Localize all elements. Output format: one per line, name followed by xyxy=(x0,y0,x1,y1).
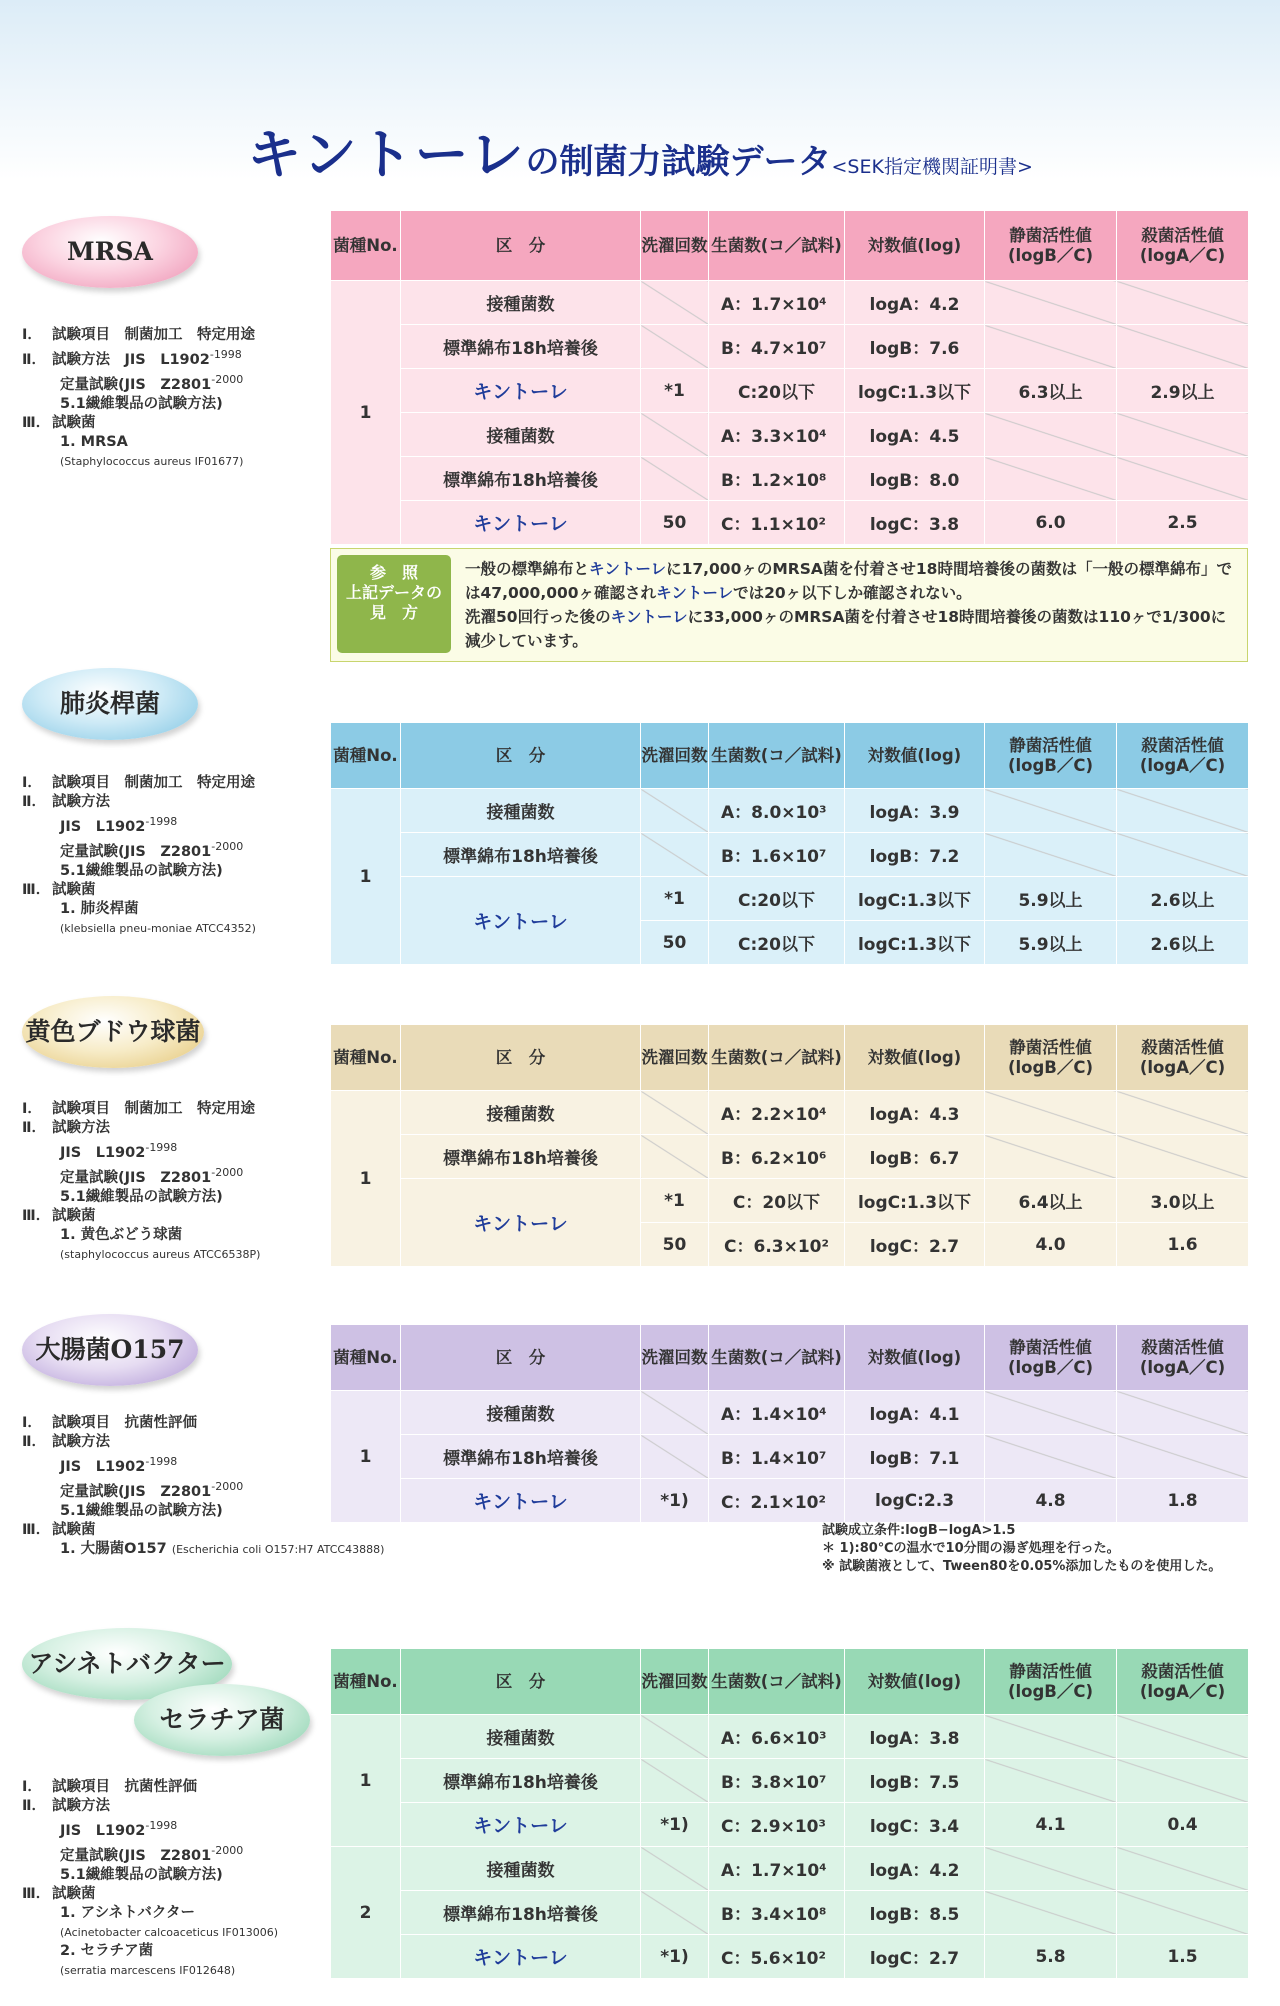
header-cell: 静菌活性値(logB／C) xyxy=(985,723,1117,789)
table-cell: logB：7.5 xyxy=(845,1759,985,1803)
header-cell: 静菌活性値(logB／C) xyxy=(985,1649,1117,1715)
header-cell: 殺菌活性値(logA／C) xyxy=(1117,723,1249,789)
table-cell xyxy=(641,1715,709,1759)
brand-name: キントーレ xyxy=(247,123,526,186)
table-cell: C：5.6×10² xyxy=(709,1935,845,1979)
table-cell xyxy=(1117,1091,1249,1135)
table-cell: logB：8.5 xyxy=(845,1891,985,1935)
table-cell: C：2.9×10³ xyxy=(709,1803,845,1847)
table-cell: 50 xyxy=(641,501,709,545)
table-cell: 2.6以上 xyxy=(1117,877,1249,921)
table-cell: 1 xyxy=(331,789,401,965)
table-cell: B：1.4×10⁷ xyxy=(709,1435,845,1479)
table-cell: 2 xyxy=(331,1847,401,1979)
table-cell: 1.6 xyxy=(1117,1223,1249,1267)
table-cell: C：2.1×10² xyxy=(709,1479,845,1523)
table-row xyxy=(331,1479,1249,1523)
table-cell: 1 xyxy=(331,1091,401,1267)
table-cell: A：1.7×10⁴ xyxy=(709,1847,845,1891)
table-cell xyxy=(1117,457,1249,501)
ecoli-table xyxy=(330,1324,1249,1523)
table-cell: 2.9以上 xyxy=(1117,369,1249,413)
table-cell: 1 xyxy=(331,1715,401,1847)
table-cell: *1 xyxy=(641,369,709,413)
acinetobacter-table xyxy=(330,1648,1249,1979)
table-cell xyxy=(985,1091,1117,1135)
table-cell xyxy=(985,413,1117,457)
table-cell: A：1.7×10⁴ xyxy=(709,281,845,325)
header-cell: 区 分 xyxy=(401,1649,641,1715)
table-cell: 接種菌数 xyxy=(401,789,641,833)
table-cell xyxy=(1117,1759,1249,1803)
header-cell: 菌種No. xyxy=(331,723,401,789)
table-cell: logB：7.2 xyxy=(845,833,985,877)
table-cell xyxy=(1117,281,1249,325)
table-cell xyxy=(985,789,1117,833)
table-cell xyxy=(641,413,709,457)
table-cell: B：1.2×10⁸ xyxy=(709,457,845,501)
table-cell: B：1.6×10⁷ xyxy=(709,833,845,877)
table-cell: C:20以下 xyxy=(709,921,845,965)
table-cell: logC:1.3以下 xyxy=(845,1179,985,1223)
pneumonia-badge: 肺炎桿菌 xyxy=(22,668,198,740)
table-cell: キントーレ xyxy=(401,1179,641,1267)
table-cell: 2.6以上 xyxy=(1117,921,1249,965)
header-cell: 菌種No. xyxy=(331,1649,401,1715)
header-cell: 洗濯回数 xyxy=(641,1325,709,1391)
header-cell: 静菌活性値(logB／C) xyxy=(985,1025,1117,1091)
table-cell: logC:1.3以下 xyxy=(845,369,985,413)
table-row xyxy=(331,1715,1249,1759)
table-cell xyxy=(1117,833,1249,877)
header-cell: 洗濯回数 xyxy=(641,1025,709,1091)
table-cell: logB：6.7 xyxy=(845,1135,985,1179)
table-header xyxy=(331,1025,1249,1091)
table-cell: キントーレ xyxy=(401,1803,641,1847)
table-cell: 標準綿布18h培養後 xyxy=(401,457,641,501)
table-row xyxy=(331,1935,1249,1979)
header-cell: 区 分 xyxy=(401,1325,641,1391)
header-cell: 対数値(log) xyxy=(845,1325,985,1391)
table-row xyxy=(331,281,1249,325)
table-cell xyxy=(985,1847,1117,1891)
table-cell xyxy=(1117,1435,1249,1479)
staph-badge: 黄色ブドウ球菌 xyxy=(22,996,204,1068)
table-cell: キントーレ xyxy=(401,501,641,545)
table-cell xyxy=(641,457,709,501)
table-cell: B：3.8×10⁷ xyxy=(709,1759,845,1803)
table-row xyxy=(331,877,1249,921)
staph-table xyxy=(330,1024,1249,1267)
table-cell xyxy=(985,325,1117,369)
table-cell: キントーレ xyxy=(401,877,641,965)
table-cell: 接種菌数 xyxy=(401,1715,641,1759)
table-row xyxy=(331,369,1249,413)
table-cell xyxy=(985,1391,1117,1435)
header-cell: 菌種No. xyxy=(331,1025,401,1091)
table-cell: 接種菌数 xyxy=(401,413,641,457)
header-cell: 菌種No. xyxy=(331,211,401,281)
table-cell xyxy=(641,1135,709,1179)
table-header xyxy=(331,1325,1249,1391)
header-cell: 殺菌活性値(logA／C) xyxy=(1117,1025,1249,1091)
table-cell: 2.5 xyxy=(1117,501,1249,545)
table-cell: 1 xyxy=(331,1391,401,1523)
table-cell xyxy=(641,789,709,833)
table-cell xyxy=(985,1135,1117,1179)
table-cell: *1 xyxy=(641,1179,709,1223)
table-row xyxy=(331,457,1249,501)
table-cell xyxy=(641,833,709,877)
pneumonia-table xyxy=(330,722,1249,965)
table-cell: 4.1 xyxy=(985,1803,1117,1847)
table-cell xyxy=(641,1759,709,1803)
header-cell: 殺菌活性値(logA／C) xyxy=(1117,1649,1249,1715)
header-cell: 生菌数(コ／試料) xyxy=(709,1649,845,1715)
header-cell: 対数値(log) xyxy=(845,1649,985,1715)
page-title xyxy=(0,112,1280,189)
table-cell: logA：3.9 xyxy=(845,789,985,833)
table-cell: 標準綿布18h培養後 xyxy=(401,1891,641,1935)
table-cell xyxy=(641,1391,709,1435)
table-cell: 1.8 xyxy=(1117,1479,1249,1523)
table-cell xyxy=(1117,1715,1249,1759)
table-cell xyxy=(985,1715,1117,1759)
table-cell: 6.4以上 xyxy=(985,1179,1117,1223)
header-cell: 生菌数(コ／試料) xyxy=(709,723,845,789)
table-cell: logC：3.4 xyxy=(845,1803,985,1847)
table-cell: logA：4.1 xyxy=(845,1391,985,1435)
pneumonia-test-info: Ⅰ． 試験項目 制菌加工 特定用途 Ⅱ． 試験方法 JIS $L1902^{-1998}$ 定量試験(JIS $Z2801^{-2000}$ 5.1繊維製品の試験方法) Ⅲ． 試験菌 1. 肺炎桿菌 (klebsiella pneu-moniae ATCC4352) xyxy=(22,775,256,935)
table-cell xyxy=(641,1091,709,1135)
table-cell xyxy=(1117,1891,1249,1935)
table-row xyxy=(331,1091,1249,1135)
table-row xyxy=(331,1135,1249,1179)
header-cell: 洗濯回数 xyxy=(641,211,709,281)
header-cell: 区 分 xyxy=(401,723,641,789)
table-cell: logA：4.2 xyxy=(845,1847,985,1891)
table-cell: logB：7.1 xyxy=(845,1435,985,1479)
table-cell: 標準綿布18h培養後 xyxy=(401,1135,641,1179)
table-row xyxy=(331,1391,1249,1435)
table-cell xyxy=(985,281,1117,325)
ecoli-test-info: Ⅰ． 試験項目 抗菌性評価 Ⅱ． 試験方法 JIS $L1902^{-1998}$ 定量試験(JIS $Z2801^{-2000}$ 5.1繊維製品の試験方法) Ⅲ． 試験菌 1. 大腸菌O157 (Escherichia coli O157:H7 ATCC43888) xyxy=(22,1415,385,1557)
table-row xyxy=(331,789,1249,833)
staph-test-info: Ⅰ． 試験項目 制菌加工 特定用途 Ⅱ． 試験方法 JIS $L1902^{-1998}$ 定量試験(JIS $Z2801^{-2000}$ 5.1繊維製品の試験方法) Ⅲ． 試験菌 1. 黄色ぶどう球菌 (staphylococcus aureus ATCC6538P) xyxy=(22,1101,261,1261)
table-cell: 1 xyxy=(331,281,401,545)
table-cell: logC:1.3以下 xyxy=(845,921,985,965)
footnotes: 試験成立条件:logB−logA>1.5 ＊ 1):80℃の温水で10分間の湯ぎ処理を行った。 ※ 試験菌液として、Tween80を0.05%添加したものを使用した。 xyxy=(822,1523,1222,1574)
header-cell: 区 分 xyxy=(401,1025,641,1091)
header-cell: 対数値(log) xyxy=(845,1025,985,1091)
table-cell: 5.8 xyxy=(985,1935,1117,1979)
table-cell: logA：4.5 xyxy=(845,413,985,457)
table-row xyxy=(331,1891,1249,1935)
table-cell: logC:2.3 xyxy=(845,1479,985,1523)
table-cell xyxy=(1117,413,1249,457)
table-cell xyxy=(641,1435,709,1479)
header-cell: 対数値(log) xyxy=(845,723,985,789)
table-cell: C：1.1×10² xyxy=(709,501,845,545)
reference-box xyxy=(330,548,1248,662)
table-row xyxy=(331,833,1249,877)
table-cell: 接種菌数 xyxy=(401,1391,641,1435)
table-cell: 0.4 xyxy=(1117,1803,1249,1847)
table-cell: logC:1.3以下 xyxy=(845,877,985,921)
header-cell: 対数値(log) xyxy=(845,211,985,281)
table-cell: 接種菌数 xyxy=(401,281,641,325)
table-cell: 50 xyxy=(641,1223,709,1267)
acinetobacter-test-info: Ⅰ． 試験項目 抗菌性評価 Ⅱ． 試験方法 JIS $L1902^{-1998}$ 定量試験(JIS $Z2801^{-2000}$ 5.1繊維製品の試験方法) Ⅲ． 試験菌 1. アシネトバクター (Acinetobacter calcoaceticus IF013006) 2. セラチア菌 (serratia marcescens IF012648) xyxy=(22,1779,279,1977)
table-header xyxy=(331,1649,1249,1715)
table-cell xyxy=(985,833,1117,877)
title-text: の制菌力試験データ xyxy=(525,142,832,182)
table-cell xyxy=(985,457,1117,501)
table-row xyxy=(331,413,1249,457)
header-cell: 生菌数(コ／試料) xyxy=(709,211,845,281)
header-cell: 洗濯回数 xyxy=(641,723,709,789)
table-cell: A：1.4×10⁴ xyxy=(709,1391,845,1435)
reference-text: 一般の標準綿布とキントーレに17,000ヶのMRSA菌を付着させ18時間培養後の菌数は「一般の標準綿布」では47,000,000ヶ確認されキントーレでは20ヶ以下しか確認されない。 洗濯50回行った後のキントーレに33,000ヶのMRSA菌を付着させ18時間培養後の菌数は110ヶで1/300に減少しています。 xyxy=(465,560,1232,650)
header-cell: 洗濯回数 xyxy=(641,1649,709,1715)
table-cell xyxy=(1117,1391,1249,1435)
table-cell: キントーレ xyxy=(401,1479,641,1523)
header-cell: 静菌活性値(logB／C) xyxy=(985,1325,1117,1391)
table-cell: 接種菌数 xyxy=(401,1847,641,1891)
header-cell: 殺菌活性値(logA／C) xyxy=(1117,1325,1249,1391)
table-cell: 標準綿布18h培養後 xyxy=(401,833,641,877)
table-cell xyxy=(1117,325,1249,369)
title-note: <SEK指定機関証明書> xyxy=(831,156,1033,178)
header-cell: 殺菌活性値(logA／C) xyxy=(1117,211,1249,281)
table-header xyxy=(331,211,1249,281)
table-cell: 4.8 xyxy=(985,1479,1117,1523)
header-cell: 区 分 xyxy=(401,211,641,281)
table-row xyxy=(331,1759,1249,1803)
table-cell: C：6.3×10² xyxy=(709,1223,845,1267)
mrsa-table xyxy=(330,210,1249,545)
table-cell xyxy=(985,1891,1117,1935)
ecoli-badge: 大腸菌O157 xyxy=(22,1314,198,1386)
table-cell: logC：2.7 xyxy=(845,1223,985,1267)
table-cell xyxy=(641,325,709,369)
table-cell: logA：4.2 xyxy=(845,281,985,325)
table-cell: 5.9以上 xyxy=(985,877,1117,921)
reference-badge: 参 照 上記データの 見 方 xyxy=(337,555,451,653)
table-cell xyxy=(641,1847,709,1891)
table-cell: logA：3.8 xyxy=(845,1715,985,1759)
table-cell: 50 xyxy=(641,921,709,965)
table-cell: A：3.3×10⁴ xyxy=(709,413,845,457)
table-cell: 6.3以上 xyxy=(985,369,1117,413)
table-cell: A：8.0×10³ xyxy=(709,789,845,833)
table-cell: *1 xyxy=(641,877,709,921)
table-cell: 標準綿布18h培養後 xyxy=(401,325,641,369)
table-cell: 1.5 xyxy=(1117,1935,1249,1979)
table-cell: A：6.6×10³ xyxy=(709,1715,845,1759)
table-row xyxy=(331,1435,1249,1479)
table-header xyxy=(331,723,1249,789)
table-cell: B：6.2×10⁶ xyxy=(709,1135,845,1179)
header-cell: 静菌活性値(logB／C) xyxy=(985,211,1117,281)
table-row xyxy=(331,1179,1249,1223)
table-cell: C:20以下 xyxy=(709,369,845,413)
table-row xyxy=(331,1847,1249,1891)
header-cell: 生菌数(コ／試料) xyxy=(709,1325,845,1391)
table-cell: A：2.2×10⁴ xyxy=(709,1091,845,1135)
table-cell: C:20以下 xyxy=(709,877,845,921)
table-cell: 4.0 xyxy=(985,1223,1117,1267)
table-cell xyxy=(1117,1847,1249,1891)
acinetobacter-badge: アシネトバクター xyxy=(22,1628,232,1700)
table-cell xyxy=(1117,1135,1249,1179)
table-cell: logC：3.8 xyxy=(845,501,985,545)
table-cell: 標準綿布18h培養後 xyxy=(401,1759,641,1803)
table-cell xyxy=(641,1891,709,1935)
table-cell: *1) xyxy=(641,1479,709,1523)
mrsa-badge: MRSA xyxy=(22,216,198,288)
table-cell: 接種菌数 xyxy=(401,1091,641,1135)
table-cell: logB：8.0 xyxy=(845,457,985,501)
table-cell: 6.0 xyxy=(985,501,1117,545)
table-cell xyxy=(985,1435,1117,1479)
table-cell: B：4.7×10⁷ xyxy=(709,325,845,369)
table-cell: 3.0以上 xyxy=(1117,1179,1249,1223)
table-cell: logB：7.6 xyxy=(845,325,985,369)
table-row xyxy=(331,501,1249,545)
table-cell: 標準綿布18h培養後 xyxy=(401,1435,641,1479)
table-cell: *1) xyxy=(641,1803,709,1847)
table-cell: logC：2.7 xyxy=(845,1935,985,1979)
table-cell: *1) xyxy=(641,1935,709,1979)
serratia-badge: セラチア菌 xyxy=(134,1684,310,1756)
table-cell: C：20以下 xyxy=(709,1179,845,1223)
table-cell xyxy=(985,1759,1117,1803)
table-cell: キントーレ xyxy=(401,1935,641,1979)
table-row xyxy=(331,1803,1249,1847)
table-cell: B：3.4×10⁸ xyxy=(709,1891,845,1935)
table-cell xyxy=(1117,789,1249,833)
header-cell: 菌種No. xyxy=(331,1325,401,1391)
table-cell: キントーレ xyxy=(401,369,641,413)
table-row xyxy=(331,325,1249,369)
header-cell: 生菌数(コ／試料) xyxy=(709,1025,845,1091)
mrsa-test-info: Ⅰ． 試験項目 制菌加工 特定用途 Ⅱ． 試験方法 JIS $L1902^{-1998}$ 定量試験(JIS $Z2801^{-2000}$ 5.1繊維製品の試験方法) Ⅲ． 試験菌 1. MRSA (Staphylococcus aureus IF01677) xyxy=(22,327,255,468)
table-cell: 5.9以上 xyxy=(985,921,1117,965)
table-cell xyxy=(641,281,709,325)
table-cell: logA：4.3 xyxy=(845,1091,985,1135)
